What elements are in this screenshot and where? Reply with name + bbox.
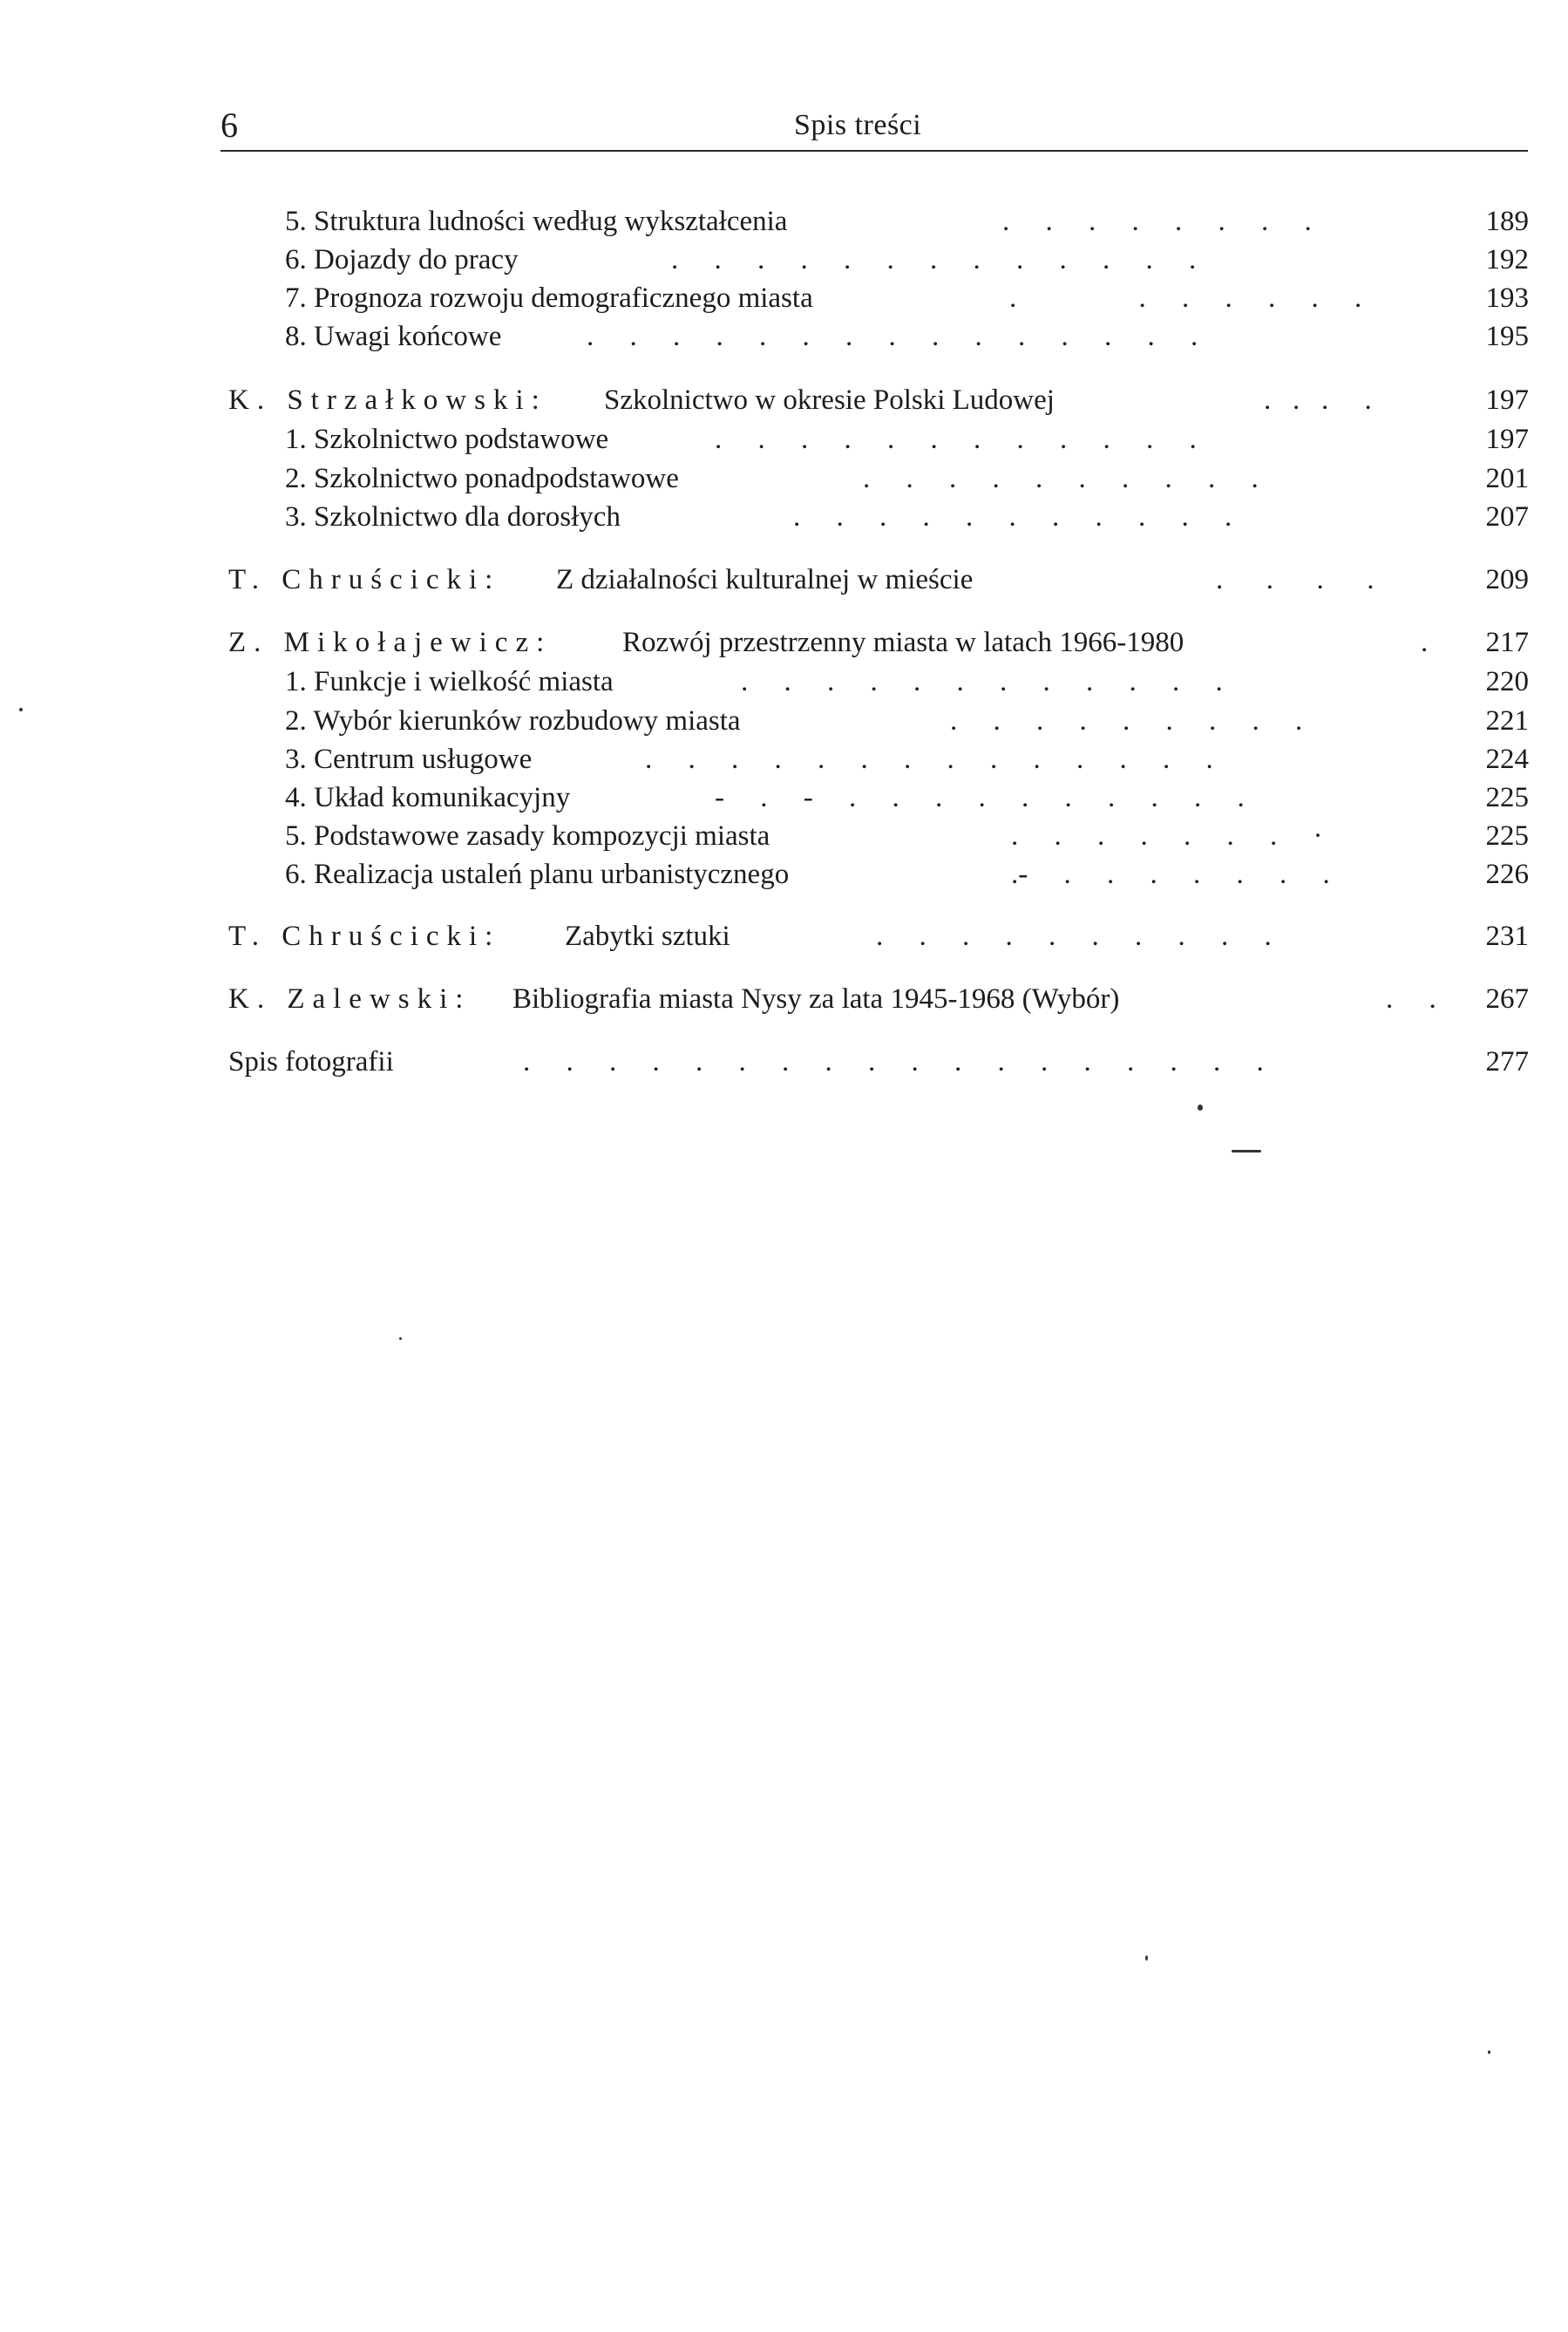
toc-entry-page: 221 [1485, 705, 1529, 737]
dot-leader: . . . . [1216, 564, 1375, 595]
toc-entry[interactable] [0, 202, 1568, 241]
toc-chapter-title: Zabytki sztuki [565, 921, 730, 952]
toc-entry-page: 189 [1485, 206, 1529, 237]
toc-entry-page: 225 [1485, 820, 1529, 852]
toc-entry[interactable] [0, 855, 1568, 894]
toc-chapter-author: T. Chruścicki: [228, 921, 501, 952]
toc-entry-title: 1. Szkolnictwo podstawowe [285, 424, 609, 455]
dot-leader: . . . . [1264, 384, 1372, 416]
dot-leader: . . . . . . . [1009, 282, 1362, 314]
toc-entry-title: 1. Funkcje i wielkość miasta [285, 666, 614, 697]
toc-entry-title: 2. Szkolnictwo ponadpodstawowe [285, 463, 679, 494]
toc-entry[interactable] [0, 241, 1568, 279]
toc-entry-title: 5. Podstawowe zasady kompozycji miasta [285, 820, 770, 852]
toc-chapter-title: Z działalności kulturalnej w mieście [556, 564, 974, 595]
scan-speck [19, 708, 23, 711]
dot-leader: . . . . . . . · [1011, 820, 1323, 852]
toc-entry-page: 220 [1485, 666, 1529, 697]
toc-entry[interactable] [0, 459, 1568, 498]
toc-chapter-title: Rozwój przestrzenny miasta w latach 1966-1980 [622, 627, 1184, 658]
toc-chapter-title: Spis fotografii [228, 1046, 394, 1078]
dot-leader: . [1421, 627, 1429, 658]
dot-leader: . . . . . . . . . . . . . . [645, 744, 1213, 775]
dot-leader: .- . . . . . . . [1011, 859, 1330, 890]
toc-entry[interactable] [0, 279, 1568, 317]
toc-entry-page: 224 [1485, 744, 1529, 775]
toc-entry-page: 201 [1485, 463, 1529, 494]
toc-entry-title: 7. Prognoza rozwoju demograficznego miasta [285, 282, 813, 314]
dot-leader: . . . . . . . . . . . . . . . [587, 321, 1198, 352]
scan-speck [1232, 1150, 1261, 1152]
toc-entry-page: 226 [1485, 859, 1529, 890]
toc-chapter[interactable] [0, 1043, 1568, 1081]
toc-entry[interactable] [0, 420, 1568, 459]
dot-leader: . . . . . . . . . . [876, 921, 1272, 952]
running-title: Spis treści [794, 109, 922, 141]
toc-entry[interactable] [0, 702, 1568, 740]
toc-entry-title: 6. Realizacja ustaleń planu urbanistycznego [285, 859, 790, 890]
scan-speck [1488, 2050, 1490, 2054]
page-number: 6 [221, 105, 238, 145]
toc-entry-page: 193 [1485, 282, 1529, 314]
dot-leader: . . . . . . . . . . . . [741, 666, 1223, 697]
toc-entry-title: 4. Układ komunikacyjny [285, 782, 571, 813]
dot-leader: . . . . . . . . [1002, 206, 1312, 237]
toc-entry-title: 3. Szkolnictwo dla dorosłych [285, 501, 621, 533]
toc-chapter[interactable] [0, 561, 1568, 599]
dot-leader: . . . . . . . . . . . . [715, 424, 1197, 455]
dot-leader: - . - . . . . . . . . . . [715, 782, 1245, 813]
dot-leader: . . [1386, 983, 1436, 1015]
toc-chapter[interactable] [0, 980, 1568, 1018]
toc-entry-page: 267 [1485, 983, 1529, 1015]
toc-entry-page: 197 [1485, 384, 1529, 416]
toc-entry-page: 195 [1485, 321, 1529, 352]
scan-speck [1198, 1105, 1203, 1111]
toc-entry[interactable] [0, 817, 1568, 855]
scan-speck [399, 1337, 402, 1340]
toc-entry-title: 8. Uwagi końcowe [285, 321, 502, 352]
dot-leader: . . . . . . . . . . [863, 463, 1259, 494]
toc-chapter[interactable] [0, 917, 1568, 955]
toc-entry[interactable] [0, 317, 1568, 356]
toc-entry-page: 207 [1485, 501, 1529, 533]
toc-entry-title: 5. Struktura ludności według wykształcenia [285, 206, 788, 237]
toc-entry[interactable] [0, 663, 1568, 701]
toc-entry-page: 231 [1485, 921, 1529, 952]
toc-entry-page: 197 [1485, 424, 1529, 455]
toc-chapter[interactable] [0, 623, 1568, 662]
dot-leader: . . . . . . . . . . . . . . . . . . [523, 1046, 1264, 1078]
toc-entry-title: 6. Dojazdy do pracy [285, 244, 519, 275]
toc-entry-title: 2. Wybór kierunków rozbudowy miasta [285, 705, 741, 737]
toc-entry-page: 277 [1485, 1046, 1529, 1078]
toc-entry-page: 209 [1485, 564, 1529, 595]
toc-chapter[interactable] [0, 381, 1568, 419]
toc-chapter-title: Szkolnictwo w okresie Polski Ludowej [604, 384, 1055, 416]
toc-chapter-author: T. Chruścicki: [228, 564, 501, 595]
toc-entry[interactable] [0, 778, 1568, 817]
scan-speck [1145, 1955, 1148, 1961]
toc-chapter-author: K. Zalewski: [228, 983, 472, 1015]
toc-chapter-title: Bibliografia miasta Nysy za lata 1945-1968 (Wybór) [512, 983, 1120, 1015]
toc-entry-title: 3. Centrum usługowe [285, 744, 533, 775]
dot-leader: . . . . . . . . . . . . . [671, 244, 1197, 275]
header-rule [221, 150, 1528, 152]
toc-chapter-author: Z. Mikołajewicz: [228, 627, 553, 658]
toc-entry[interactable] [0, 740, 1568, 778]
dot-leader: . . . . . . . . . [950, 705, 1303, 737]
dot-leader: . . . . . . . . . . . [793, 501, 1232, 533]
toc-entry-page: 192 [1485, 244, 1529, 275]
toc-entry-page: 225 [1485, 782, 1529, 813]
toc-entry-page: 217 [1485, 627, 1529, 658]
toc-chapter-author: K. Strzałkowski: [228, 384, 547, 416]
toc-entry[interactable] [0, 498, 1568, 536]
